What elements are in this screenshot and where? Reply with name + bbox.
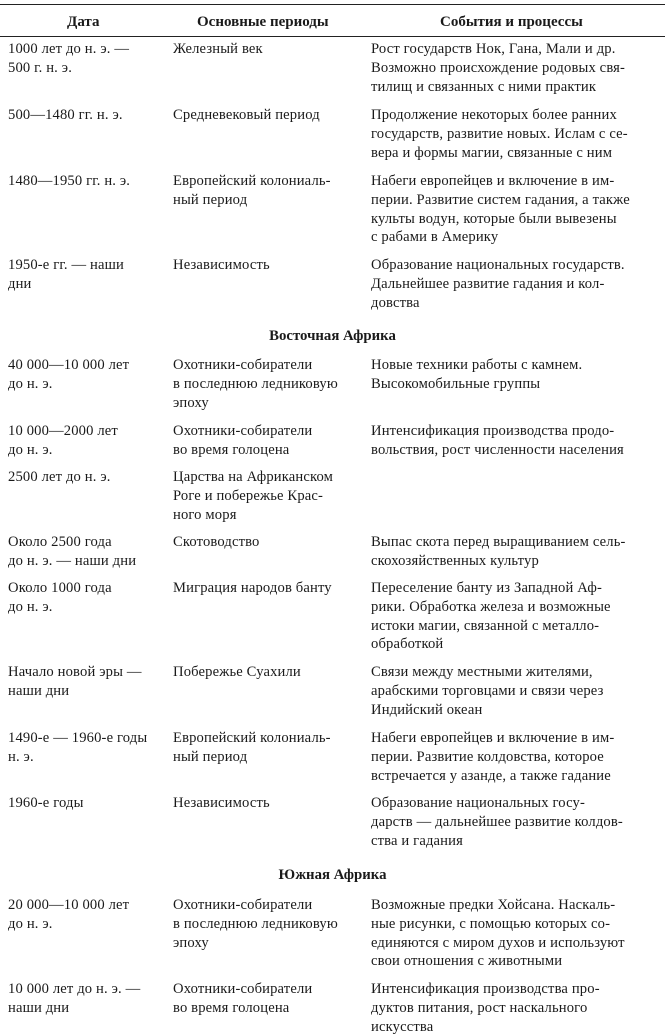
cell-events (371, 172, 661, 247)
cell-date (8, 356, 166, 394)
cell-line: встречается у азанде, а также гадание (371, 767, 611, 784)
cell-line: ства и гадания (371, 832, 463, 849)
table-top-rule (0, 4, 665, 5)
cell-line: Около 2500 года (8, 534, 112, 550)
cell-line: вера и формы магии, связанные с ним (371, 144, 613, 161)
cell-line: с рабами в Америку (371, 229, 499, 246)
cell-period (173, 794, 363, 813)
cell-line: 10 000 лет до н. э. — (8, 981, 141, 997)
cell-line: Независимость (173, 257, 270, 273)
cell-line: во время голоцена (173, 441, 290, 458)
cell-events (371, 106, 661, 162)
cell-line: довства (371, 294, 420, 311)
cell-line: истоки магии, связанной с металло- (371, 617, 600, 634)
section-heading-south-africa: Южная Африка (278, 867, 387, 883)
cell-events (371, 533, 661, 571)
cell-line: эпоху (173, 394, 209, 411)
header-periods: Основные периоды (197, 14, 329, 30)
cell-period (173, 533, 363, 552)
cell-line: Набеги европейцев и включение в им- (371, 730, 615, 746)
cell-period (173, 896, 363, 952)
cell-line: эпоху (173, 934, 209, 951)
cell-date (8, 663, 166, 701)
cell-events (371, 729, 661, 785)
cell-line: до н. э. (8, 598, 53, 615)
cell-line: Охотники-собиратели (173, 357, 313, 373)
cell-date (8, 40, 166, 78)
cell-date (8, 256, 166, 294)
cell-period (173, 663, 363, 682)
cell-date (8, 794, 166, 813)
cell-line: наши дни (8, 682, 70, 699)
cell-line: Образование национальных госу- (371, 795, 585, 811)
cell-line: 40 000—10 000 лет (8, 357, 130, 373)
cell-line: Миграция народов банту (173, 580, 332, 596)
cell-line: ный период (173, 191, 248, 208)
cell-line: н. э. (8, 748, 34, 765)
cell-line: Новые техники работы с камнем. (371, 357, 583, 373)
cell-line: тилищ и связанных с ними практик (371, 78, 597, 95)
cell-events (371, 422, 661, 460)
cell-line: Высокомобильные группы (371, 375, 541, 392)
cell-line: 1960-е годы (8, 795, 84, 811)
cell-period (173, 579, 363, 598)
cell-line: в последнюю ледниковую (173, 375, 338, 392)
cell-line: 20 000—10 000 лет (8, 897, 130, 913)
cell-line: Европейский колониаль- (173, 173, 331, 189)
cell-line: наши дни (8, 999, 70, 1016)
cell-events (371, 356, 661, 394)
cell-period (173, 172, 363, 210)
cell-line: культы водун, которые были вывезены (371, 210, 617, 227)
cell-line: рики. Обработка железа и возможные (371, 598, 611, 615)
cell-line: свои отношения с животными (371, 953, 563, 970)
cell-events (371, 40, 661, 96)
cell-date (8, 579, 166, 617)
cell-line: Возможно происхождение родовых свя- (371, 59, 626, 76)
cell-date (8, 106, 166, 125)
cell-line: 1000 лет до н. э. — (8, 41, 130, 57)
cell-line: Скотоводство (173, 534, 260, 550)
header-events: События и процессы (440, 14, 583, 30)
cell-line: Независимость (173, 795, 270, 811)
cell-line: Переселение банту из Западной Аф- (371, 580, 602, 596)
cell-line: Дальнейшее развитие гадания и кол- (371, 275, 605, 292)
cell-period (173, 256, 363, 275)
cell-date (8, 172, 166, 191)
cell-line: ного моря (173, 506, 237, 523)
cell-line: Интенсификация производства продо- (371, 423, 615, 439)
cell-events (371, 896, 661, 971)
cell-line: государств, развитие новых. Ислам с се- (371, 125, 628, 142)
cell-line: Железный век (173, 41, 263, 57)
cell-line: Возможные предки Хойсана. Наскаль- (371, 897, 616, 913)
header-date: Дата (67, 14, 100, 30)
cell-line: арабскими торговцами и связи через (371, 682, 604, 699)
cell-line: Европейский колониаль- (173, 730, 331, 746)
cell-line: до н. э. (8, 915, 53, 932)
cell-line: обработкой (371, 636, 444, 653)
cell-line: 500—1480 гг. н. э. (8, 107, 123, 123)
cell-line: дуктов питания, рост наскального (371, 999, 588, 1016)
cell-date (8, 468, 166, 487)
cell-period (173, 422, 363, 460)
cell-line: перии. Развитие систем гадания, а также (371, 191, 630, 208)
cell-line: до н. э. (8, 375, 53, 392)
cell-line: Охотники-собиратели (173, 981, 313, 997)
cell-line: 2500 лет до н. э. (8, 469, 111, 485)
cell-period (173, 106, 363, 125)
cell-line: Начало новой эры — (8, 664, 142, 680)
cell-line: дни (8, 275, 32, 292)
cell-line: Царства на Африканском (173, 469, 334, 485)
cell-line: скохозяйственных культур (371, 552, 539, 569)
cell-line: Побережье Суахили (173, 664, 301, 680)
cell-line: ный период (173, 748, 248, 765)
header-rule (0, 36, 665, 37)
cell-line: во время голоцена (173, 999, 290, 1016)
cell-period (173, 729, 363, 767)
cell-period (173, 356, 363, 412)
cell-line: Набеги европейцев и включение в им- (371, 173, 615, 189)
cell-line: до н. э. — наши дни (8, 552, 137, 569)
cell-period (173, 468, 363, 524)
cell-line: искусства (371, 1018, 434, 1035)
cell-date (8, 729, 166, 767)
cell-date (8, 896, 166, 934)
cell-line: 500 г. н. э. (8, 59, 72, 76)
cell-events (371, 794, 661, 850)
cell-line: Средневековый период (173, 107, 320, 123)
cell-line: Образование национальных государств. (371, 257, 625, 273)
cell-events (371, 579, 661, 654)
cell-line: 1950-е гг. — наши (8, 257, 124, 273)
cell-line: Продолжение некоторых более ранних (371, 107, 617, 123)
cell-line: ные рисунки, с помощью которых со- (371, 915, 611, 932)
cell-line: до н. э. (8, 441, 53, 458)
cell-line: Рост государств Нок, Гана, Мали и др. (371, 41, 616, 57)
cell-line: перии. Развитие колдовства, которое (371, 748, 604, 765)
cell-period (173, 980, 363, 1018)
cell-line: 1490-е — 1960-е годы (8, 730, 148, 746)
cell-period (173, 40, 363, 59)
cell-line: Охотники-собиратели (173, 423, 313, 439)
section-heading-east-africa: Восточная Африка (269, 328, 396, 344)
cell-line: 10 000—2000 лет (8, 423, 118, 439)
cell-date (8, 422, 166, 460)
cell-line: Охотники-собиратели (173, 897, 313, 913)
cell-line: Интенсификация производства про- (371, 981, 600, 997)
cell-events (371, 980, 661, 1036)
cell-date (8, 980, 166, 1018)
cell-line: вольствия, рост численности населения (371, 441, 624, 458)
cell-line: Индийский океан (371, 701, 483, 718)
cell-line: дарств — дальнейшее развитие колдов- (371, 813, 623, 830)
cell-line: Связи между местными жителями, (371, 664, 593, 680)
cell-line: 1480—1950 гг. н. э. (8, 173, 131, 189)
cell-line: Выпас скота перед выращиванием сель- (371, 534, 626, 550)
cell-line: единяются с миром духов и используют (371, 934, 625, 951)
cell-line: Роге и побережье Крас- (173, 487, 324, 504)
cell-line: Около 1000 года (8, 580, 112, 596)
cell-line: в последнюю ледниковую (173, 915, 338, 932)
cell-events (371, 663, 661, 719)
cell-date (8, 533, 166, 571)
cell-events (371, 256, 661, 312)
